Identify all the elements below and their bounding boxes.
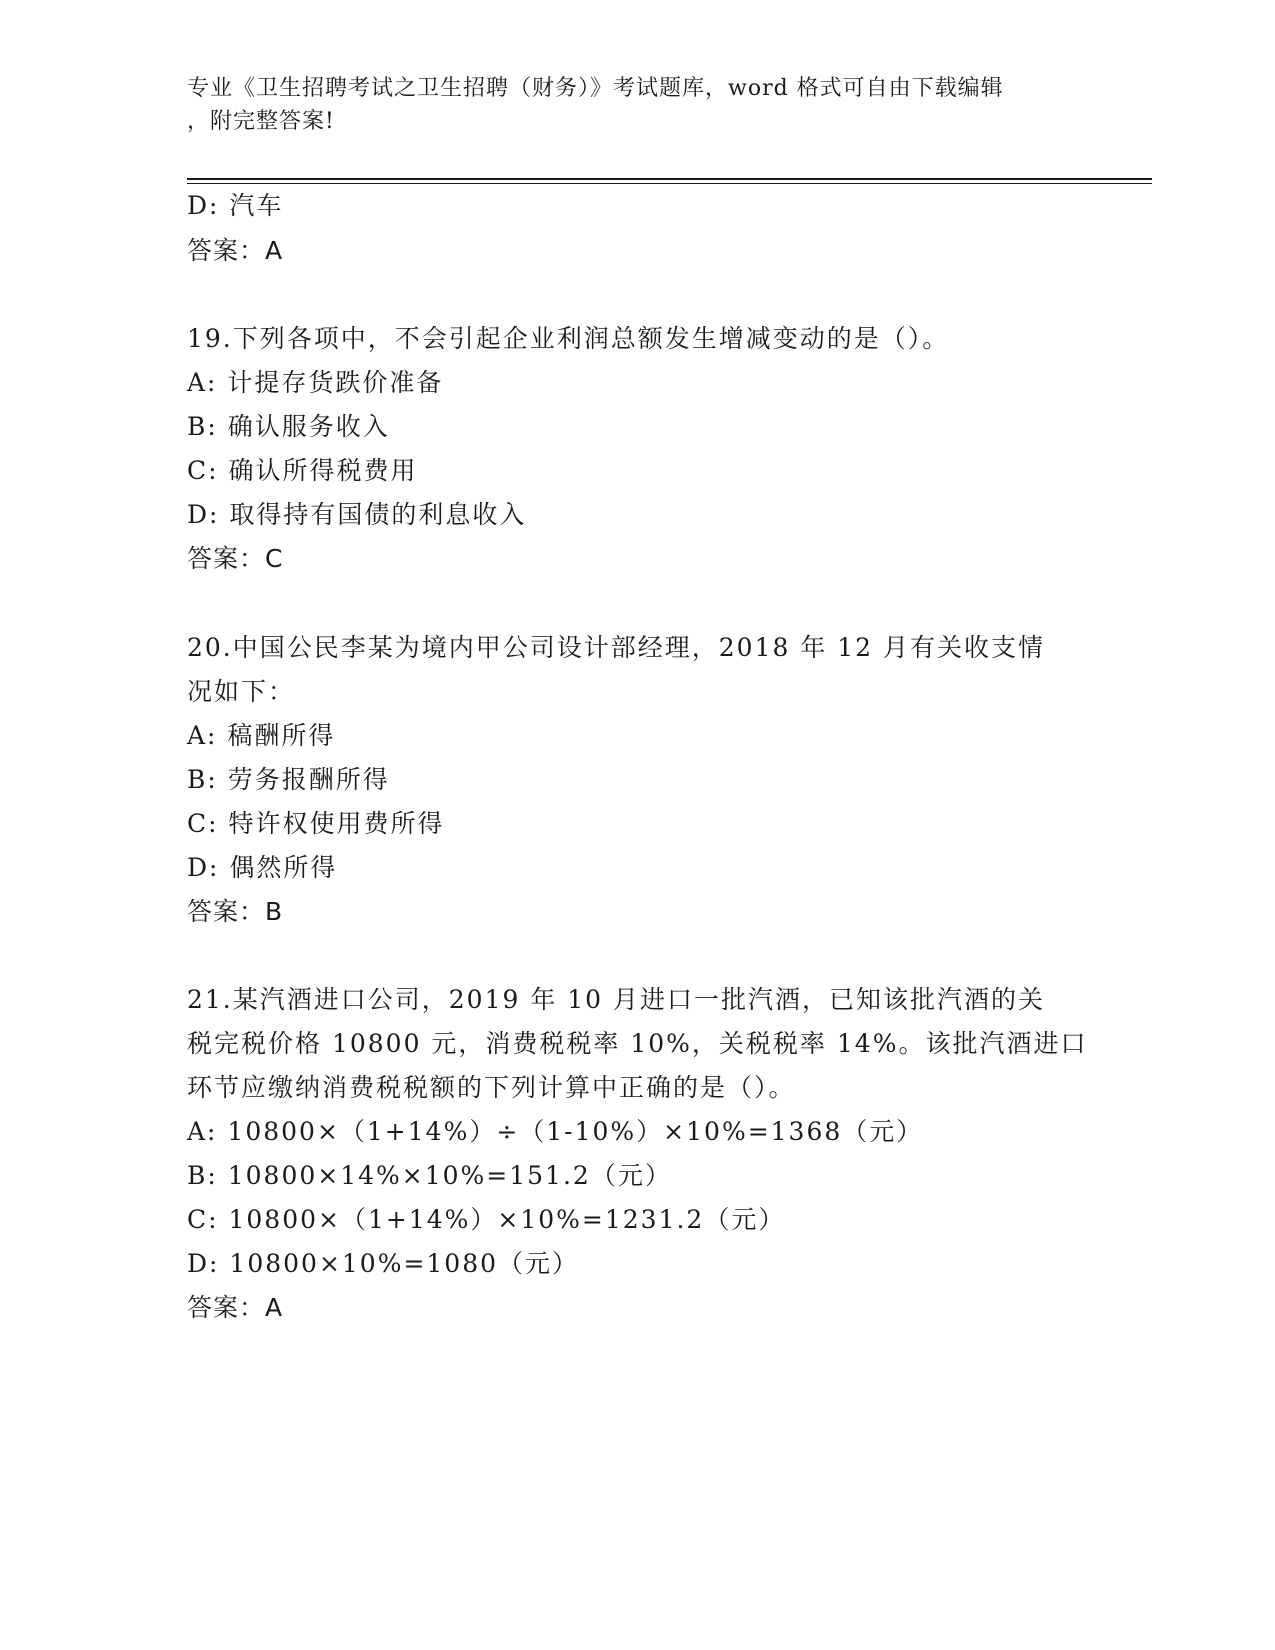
q20-stem-line-1: 20.中国公民李某为境内甲公司设计部经理，2018 年 12 月有关收支情 — [187, 633, 1046, 662]
prev-answer: 答案：A — [187, 236, 284, 265]
q20-option-a: A: 稿酬所得 — [187, 721, 336, 750]
q21-answer: 答案：A — [187, 1293, 284, 1322]
q20-answer: 答案：B — [187, 897, 284, 926]
q21-stem-line-3: 环节应缴纳消费税税额的下列计算中正确的是（）。 — [187, 1073, 796, 1102]
q21-option-d: D: 10800×10%=1080（元） — [187, 1249, 580, 1278]
q21-stem-line-1: 21.某汽酒进口公司，2019 年 10 月进口一批汽酒，已知该批汽酒的关 — [187, 985, 1046, 1014]
header-title-line-1: 专业《卫生招聘考试之卫生招聘（财务）》考试题库，word 格式可自由下载编辑 — [187, 76, 1004, 101]
q20-option-b: B: 劳务报酬所得 — [187, 765, 390, 794]
q19-option-c: C: 确认所得税费用 — [187, 456, 418, 485]
q19-stem: 19.下列各项中，不会引起企业利润总额发生增减变动的是（）。 — [187, 324, 950, 353]
prev-option-d: D: 汽车 — [187, 191, 284, 220]
q19-option-d: D: 取得持有国债的利息收入 — [187, 500, 527, 529]
q19-option-b: B: 确认服务收入 — [187, 412, 390, 441]
header-title-line-2: ，附完整答案! — [187, 109, 335, 134]
header-divider-thin — [187, 183, 1152, 184]
q21-option-a: A: 10800×（1+14%）÷（1-10%）×10%=1368（元） — [187, 1117, 924, 1146]
q21-option-c: C: 10800×（1+14%）×10%=1231.2（元） — [187, 1205, 786, 1234]
q21-stem-line-2: 税完税价格 10800 元，消费税税率 10%，关税税率 14%。该批汽酒进口 — [187, 1029, 1088, 1058]
q20-option-d: D: 偶然所得 — [187, 853, 338, 882]
header-divider — [187, 178, 1152, 180]
q20-option-c: C: 特许权使用费所得 — [187, 809, 445, 838]
page-header — [187, 72, 1067, 138]
q20-stem-line-2: 况如下： — [187, 677, 296, 706]
q21-option-b: B: 10800×14%×10%=151.2（元） — [187, 1161, 672, 1190]
q19-option-a: A: 计提存货跌价准备 — [187, 368, 444, 397]
q19-answer: 答案：C — [187, 544, 284, 573]
